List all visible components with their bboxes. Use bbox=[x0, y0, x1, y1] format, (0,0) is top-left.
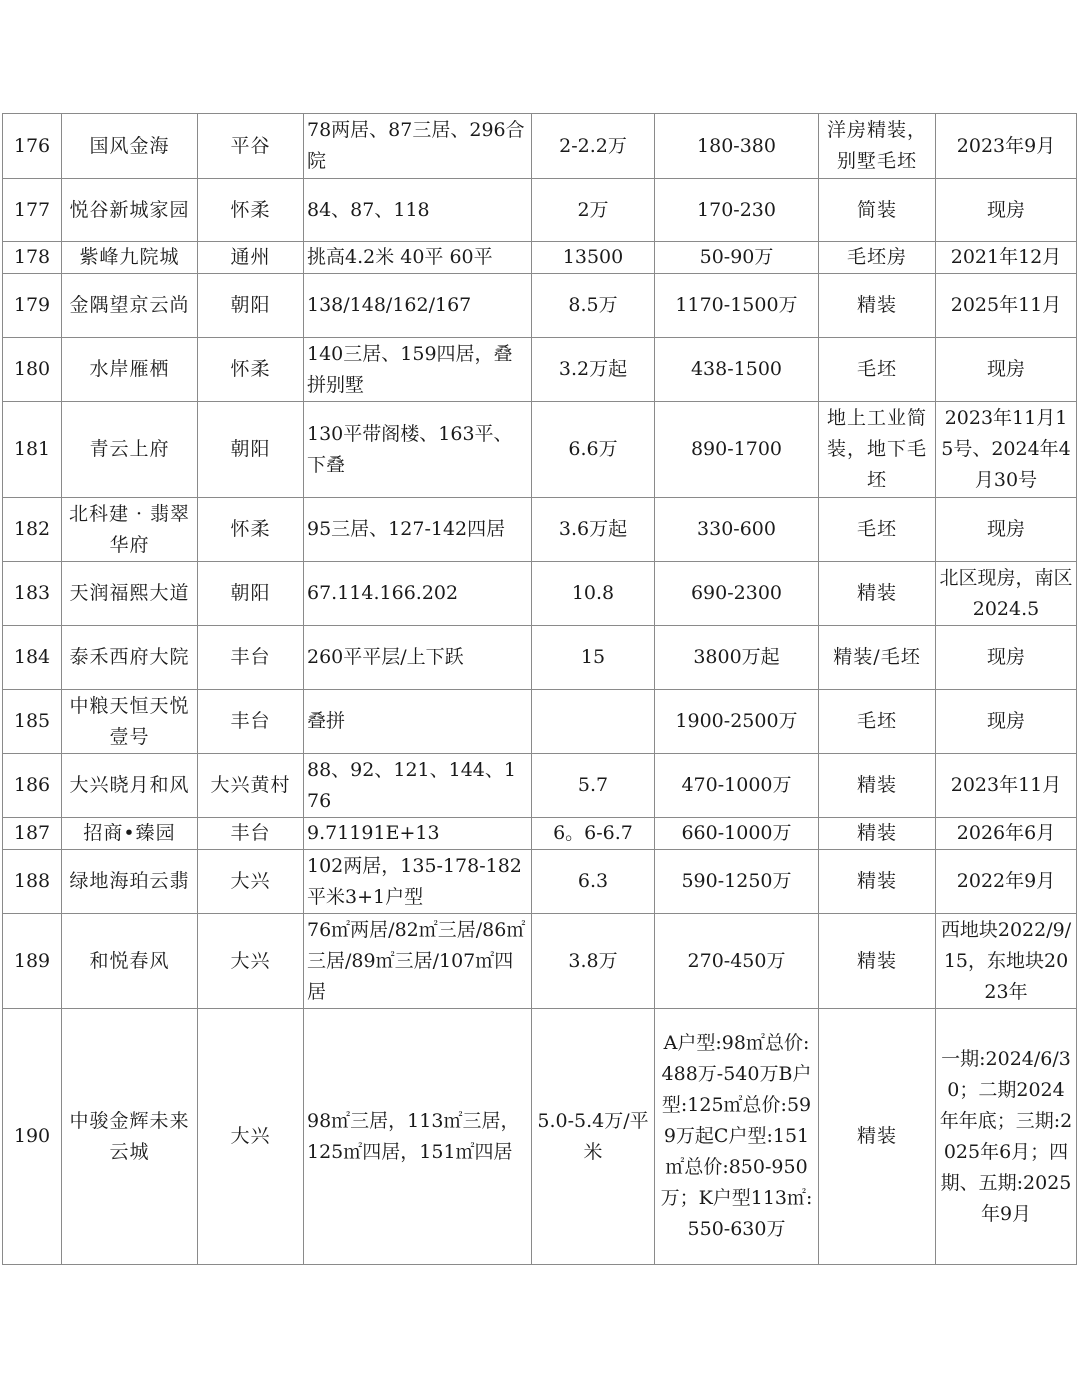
cell-layout: 260平平层/上下跃 bbox=[304, 626, 532, 690]
table-row bbox=[3, 179, 1077, 242]
cell-unit-price: 13500 bbox=[532, 242, 655, 274]
cell-layout: 130平带阁楼、163平、下叠 bbox=[304, 402, 532, 498]
cell-total-price: 270-450万 bbox=[655, 914, 819, 1009]
cell-delivery: 2021年12月 bbox=[936, 242, 1077, 274]
cell-delivery: 西地块2022/9/15，东地块2023年 bbox=[936, 914, 1077, 1009]
cell-decoration: 精装 bbox=[819, 1009, 936, 1265]
cell-district: 怀柔 bbox=[198, 179, 304, 242]
cell-no: 177 bbox=[3, 179, 62, 242]
cell-no: 186 bbox=[3, 754, 62, 818]
cell-delivery: 现房 bbox=[936, 690, 1077, 754]
cell-decoration: 精装/毛坯 bbox=[819, 626, 936, 690]
cell-unit-price: 3.6万起 bbox=[532, 498, 655, 562]
cell-district: 丰台 bbox=[198, 626, 304, 690]
cell-no: 190 bbox=[3, 1009, 62, 1265]
cell-layout: 9.71191E+13 bbox=[304, 818, 532, 850]
cell-district: 丰台 bbox=[198, 818, 304, 850]
cell-decoration: 精装 bbox=[819, 274, 936, 338]
cell-no: 176 bbox=[3, 114, 62, 179]
cell-name: 北科建 · 翡翠华府 bbox=[62, 498, 198, 562]
table-row bbox=[3, 818, 1077, 850]
housing-table bbox=[2, 113, 1077, 1265]
cell-total-price: 3800万起 bbox=[655, 626, 819, 690]
cell-decoration: 毛坯 bbox=[819, 498, 936, 562]
cell-decoration: 毛坯 bbox=[819, 690, 936, 754]
cell-delivery: 2026年6月 bbox=[936, 818, 1077, 850]
cell-unit-price: 8.5万 bbox=[532, 274, 655, 338]
cell-district: 丰台 bbox=[198, 690, 304, 754]
cell-district: 朝阳 bbox=[198, 402, 304, 498]
cell-delivery: 2023年9月 bbox=[936, 114, 1077, 179]
cell-total-price: 1900-2500万 bbox=[655, 690, 819, 754]
cell-delivery: 现房 bbox=[936, 179, 1077, 242]
cell-total-price: A户型:98㎡总价:488万-540万B户型:125㎡总价:599万起C户型:151㎡总价:850-950万；K户型113㎡:550-630万 bbox=[655, 1009, 819, 1265]
cell-district: 朝阳 bbox=[198, 274, 304, 338]
cell-district: 大兴 bbox=[198, 1009, 304, 1265]
cell-unit-price: 2万 bbox=[532, 179, 655, 242]
table-row bbox=[3, 338, 1077, 402]
cell-total-price: 470-1000万 bbox=[655, 754, 819, 818]
cell-name: 中骏金辉未来云城 bbox=[62, 1009, 198, 1265]
cell-total-price: 180-380 bbox=[655, 114, 819, 179]
cell-total-price: 438-1500 bbox=[655, 338, 819, 402]
cell-name: 紫峰九院城 bbox=[62, 242, 198, 274]
table-row bbox=[3, 402, 1077, 498]
cell-total-price: 170-230 bbox=[655, 179, 819, 242]
cell-layout: 102两居，135-178-182平米3+1户型 bbox=[304, 850, 532, 914]
housing-table-page bbox=[2, 113, 1076, 1265]
cell-name: 青云上府 bbox=[62, 402, 198, 498]
cell-no: 189 bbox=[3, 914, 62, 1009]
cell-no: 179 bbox=[3, 274, 62, 338]
cell-unit-price: 6.3 bbox=[532, 850, 655, 914]
table-row bbox=[3, 850, 1077, 914]
cell-delivery: 一期:2024/6/30；二期2024年年底；三期:2025年6月；四期、五期:2025年9月 bbox=[936, 1009, 1077, 1265]
cell-decoration: 精装 bbox=[819, 754, 936, 818]
cell-layout: 78两居、87三居、296合院 bbox=[304, 114, 532, 179]
cell-unit-price: 6。6-6.7 bbox=[532, 818, 655, 850]
cell-decoration: 毛坯 bbox=[819, 338, 936, 402]
cell-layout: 67.114.166.202 bbox=[304, 562, 532, 626]
cell-decoration: 精装 bbox=[819, 818, 936, 850]
cell-decoration: 简装 bbox=[819, 179, 936, 242]
cell-delivery: 现房 bbox=[936, 338, 1077, 402]
cell-layout: 98㎡三居，113㎡三居，125㎡四居，151㎡四居 bbox=[304, 1009, 532, 1265]
cell-total-price: 660-1000万 bbox=[655, 818, 819, 850]
cell-delivery: 2023年11月15号、2024年4月30号 bbox=[936, 402, 1077, 498]
cell-district: 大兴黄村 bbox=[198, 754, 304, 818]
cell-no: 178 bbox=[3, 242, 62, 274]
cell-no: 187 bbox=[3, 818, 62, 850]
cell-unit-price bbox=[532, 690, 655, 754]
table-row bbox=[3, 114, 1077, 179]
cell-total-price: 590-1250万 bbox=[655, 850, 819, 914]
table-row bbox=[3, 690, 1077, 754]
cell-district: 大兴 bbox=[198, 850, 304, 914]
cell-name: 招商•臻园 bbox=[62, 818, 198, 850]
table-row bbox=[3, 274, 1077, 338]
cell-unit-price: 3.8万 bbox=[532, 914, 655, 1009]
cell-layout: 138/148/162/167 bbox=[304, 274, 532, 338]
cell-name: 大兴晓月和风 bbox=[62, 754, 198, 818]
cell-delivery: 2023年11月 bbox=[936, 754, 1077, 818]
table-row bbox=[3, 242, 1077, 274]
table-row bbox=[3, 754, 1077, 818]
cell-decoration: 毛坯房 bbox=[819, 242, 936, 274]
cell-district: 平谷 bbox=[198, 114, 304, 179]
cell-name: 泰禾西府大院 bbox=[62, 626, 198, 690]
cell-decoration: 地上工业简装，地下毛坯 bbox=[819, 402, 936, 498]
cell-no: 183 bbox=[3, 562, 62, 626]
cell-district: 通州 bbox=[198, 242, 304, 274]
cell-total-price: 890-1700 bbox=[655, 402, 819, 498]
cell-unit-price: 10.8 bbox=[532, 562, 655, 626]
cell-unit-price: 6.6万 bbox=[532, 402, 655, 498]
table-row bbox=[3, 626, 1077, 690]
cell-unit-price: 15 bbox=[532, 626, 655, 690]
cell-layout: 76㎡两居/82㎡三居/86㎡三居/89㎡三居/107㎡四居 bbox=[304, 914, 532, 1009]
cell-delivery: 2022年9月 bbox=[936, 850, 1077, 914]
cell-name: 中粮天恒天悦壹号 bbox=[62, 690, 198, 754]
cell-delivery: 现房 bbox=[936, 498, 1077, 562]
cell-layout: 84、87、118 bbox=[304, 179, 532, 242]
cell-layout: 挑高4.2米 40平 60平 bbox=[304, 242, 532, 274]
cell-total-price: 330-600 bbox=[655, 498, 819, 562]
cell-decoration: 精装 bbox=[819, 914, 936, 1009]
cell-name: 和悦春风 bbox=[62, 914, 198, 1009]
table-row bbox=[3, 562, 1077, 626]
cell-no: 188 bbox=[3, 850, 62, 914]
cell-decoration: 洋房精装，别墅毛坯 bbox=[819, 114, 936, 179]
cell-delivery: 北区现房，南区2024.5 bbox=[936, 562, 1077, 626]
table-row bbox=[3, 1009, 1077, 1265]
cell-district: 怀柔 bbox=[198, 498, 304, 562]
cell-district: 怀柔 bbox=[198, 338, 304, 402]
cell-total-price: 50-90万 bbox=[655, 242, 819, 274]
cell-total-price: 690-2300 bbox=[655, 562, 819, 626]
cell-unit-price: 5.7 bbox=[532, 754, 655, 818]
cell-no: 182 bbox=[3, 498, 62, 562]
cell-name: 国风金海 bbox=[62, 114, 198, 179]
cell-no: 181 bbox=[3, 402, 62, 498]
cell-delivery: 现房 bbox=[936, 626, 1077, 690]
table-row bbox=[3, 914, 1077, 1009]
cell-no: 184 bbox=[3, 626, 62, 690]
table-row bbox=[3, 498, 1077, 562]
cell-layout: 88、92、121、144、176 bbox=[304, 754, 532, 818]
cell-total-price: 1170-1500万 bbox=[655, 274, 819, 338]
cell-name: 金隅望京云尚 bbox=[62, 274, 198, 338]
cell-unit-price: 2-2.2万 bbox=[532, 114, 655, 179]
cell-layout: 95三居、127-142四居 bbox=[304, 498, 532, 562]
cell-layout: 140三居、159四居，叠拼别墅 bbox=[304, 338, 532, 402]
cell-name: 悦谷新城家园 bbox=[62, 179, 198, 242]
cell-district: 朝阳 bbox=[198, 562, 304, 626]
cell-decoration: 精装 bbox=[819, 850, 936, 914]
cell-unit-price: 3.2万起 bbox=[532, 338, 655, 402]
cell-district: 大兴 bbox=[198, 914, 304, 1009]
cell-delivery: 2025年11月 bbox=[936, 274, 1077, 338]
cell-name: 天润福熙大道 bbox=[62, 562, 198, 626]
cell-name: 绿地海珀云翡 bbox=[62, 850, 198, 914]
cell-decoration: 精装 bbox=[819, 562, 936, 626]
cell-layout: 叠拼 bbox=[304, 690, 532, 754]
cell-no: 180 bbox=[3, 338, 62, 402]
cell-unit-price: 5.0-5.4万/平米 bbox=[532, 1009, 655, 1265]
cell-no: 185 bbox=[3, 690, 62, 754]
cell-name: 水岸雁栖 bbox=[62, 338, 198, 402]
